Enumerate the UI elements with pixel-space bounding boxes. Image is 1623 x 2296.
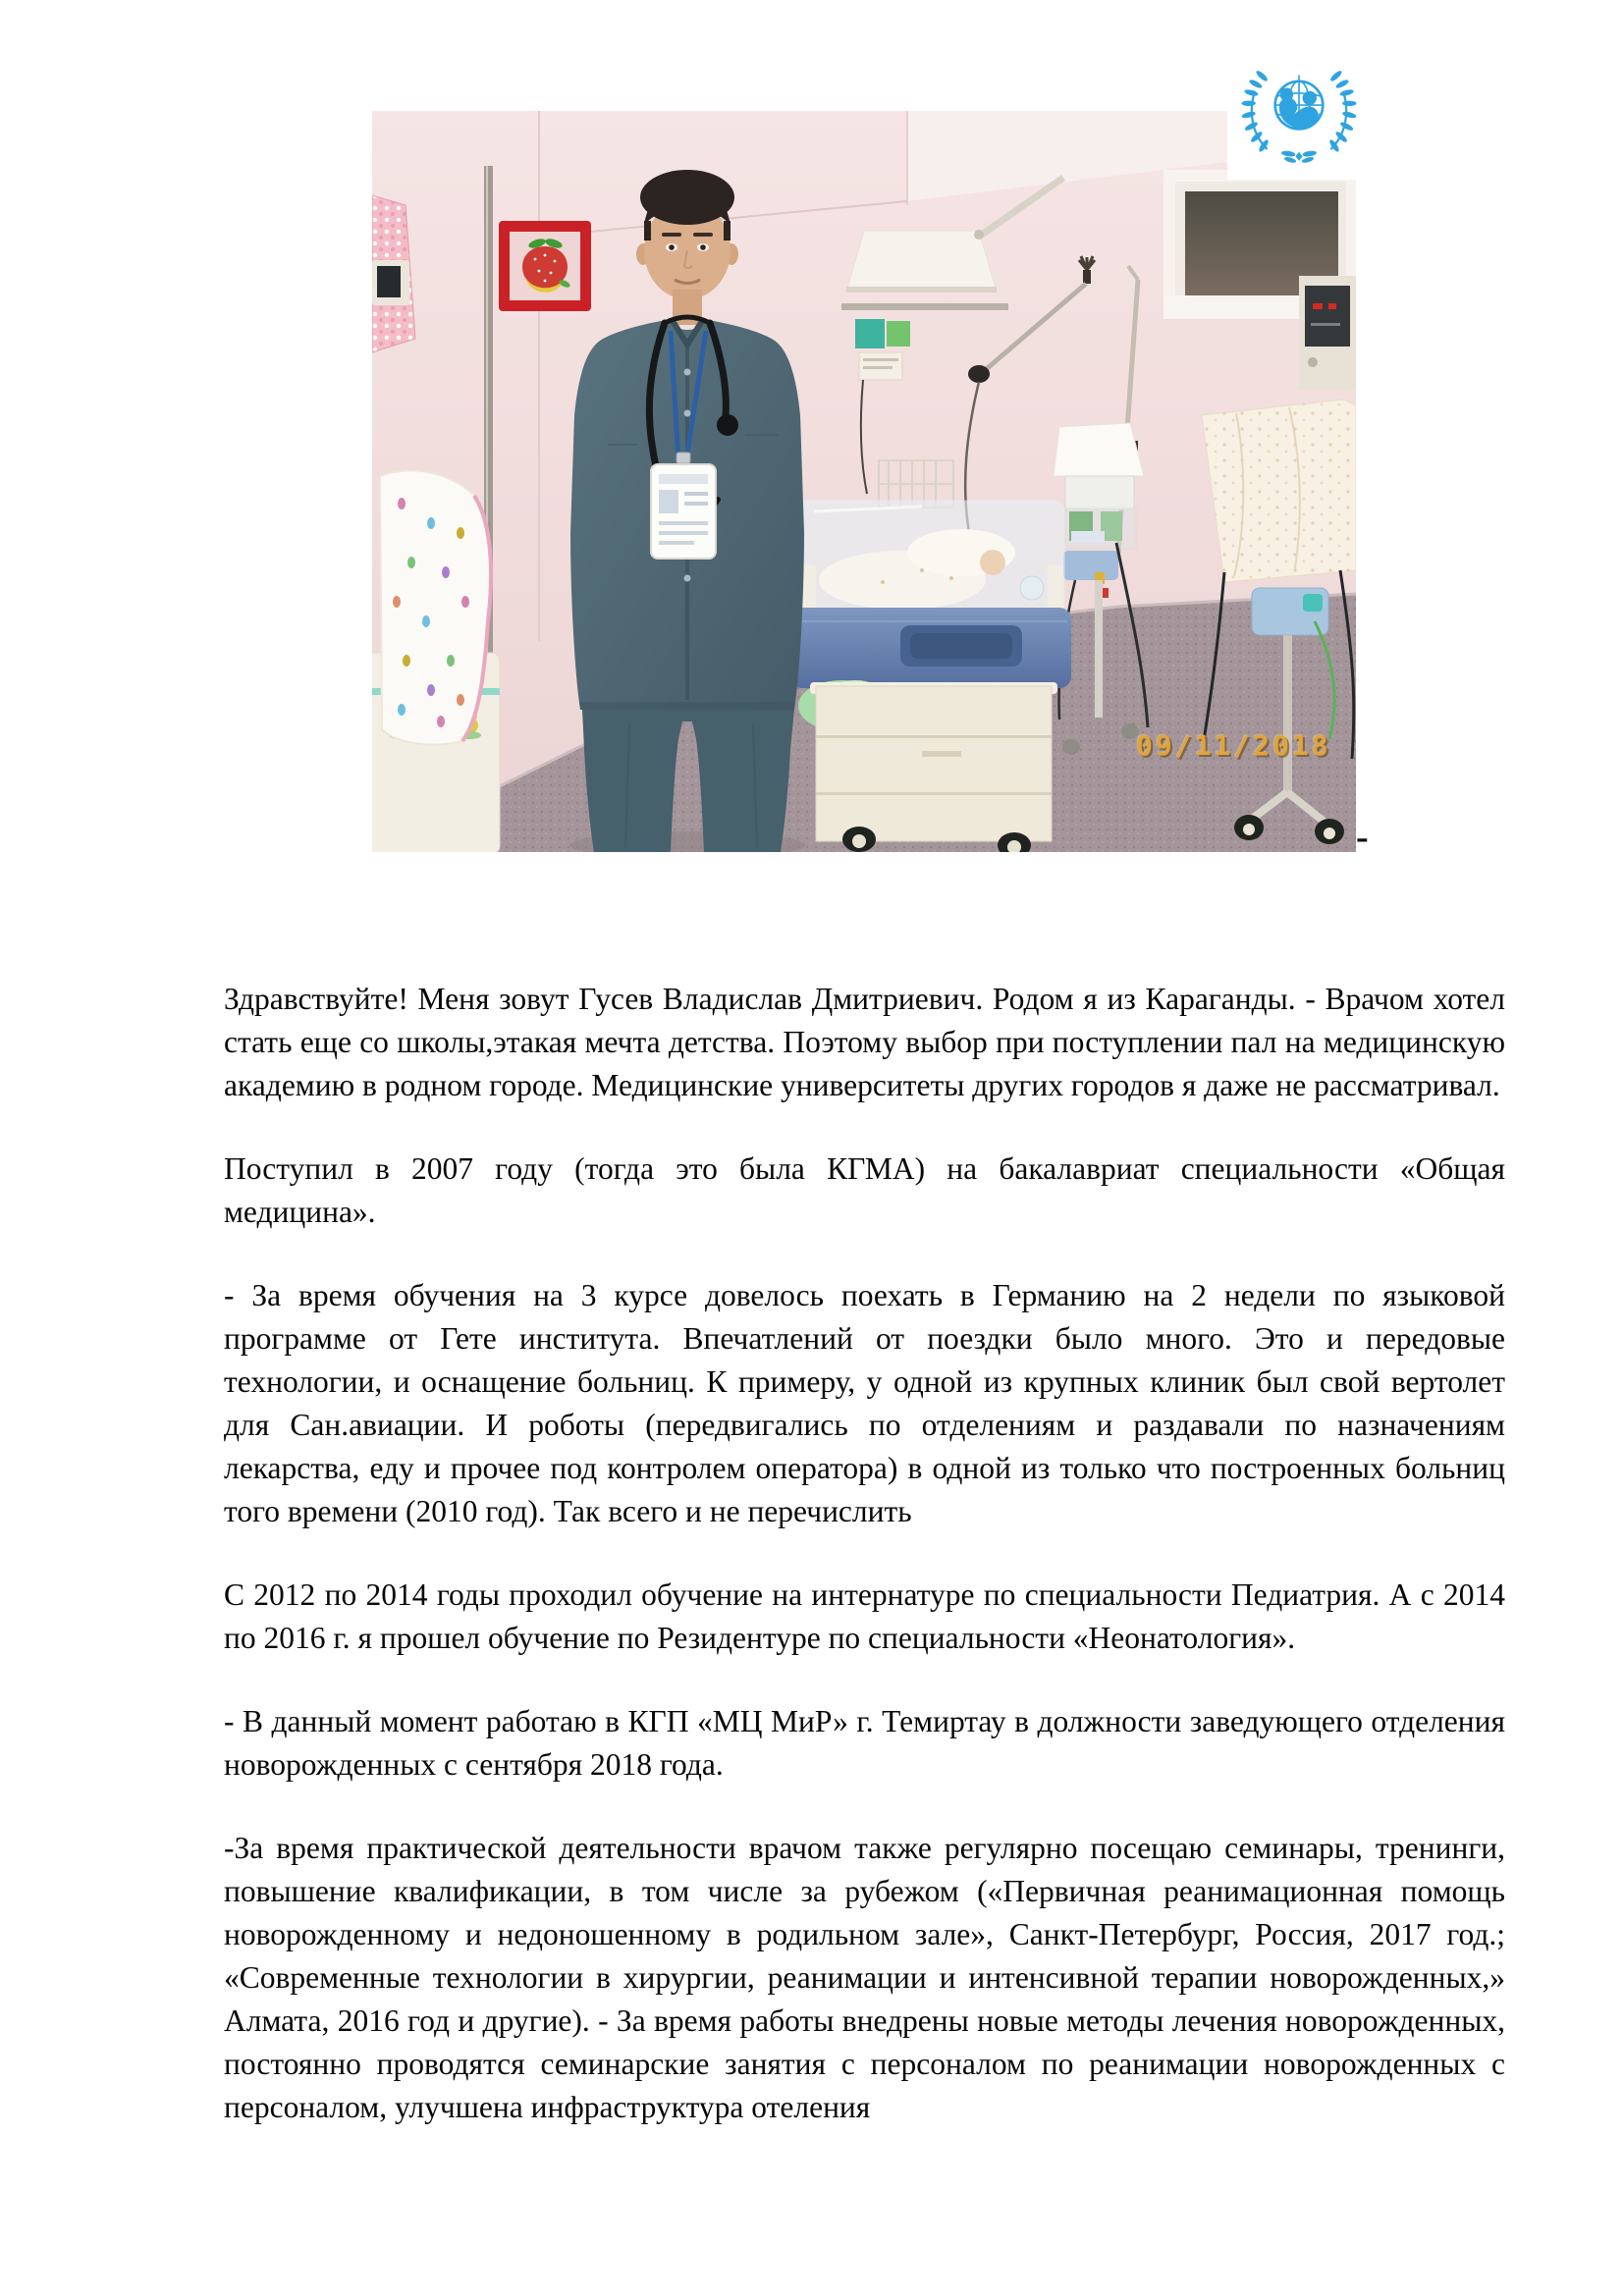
biography-paragraph: Здравствуйте! Меня зовут Гусев Владислав Дмитриевич. Родом я из Караганды. - Врачом хотел стать еще со школы,этакая мечта детства. Поэтому выбор при поступлении пал на медицинскую академию в родном городе. Медицинские университеты других городов я даже не рассматривал. <box>224 982 1505 1102</box>
left-wall-monitor <box>372 260 409 305</box>
biography-text <box>224 978 1505 2169</box>
photo-caption-dash: - <box>1356 817 1369 858</box>
doctor-photo <box>372 111 1356 852</box>
biography-paragraph: Поступил в 2007 году (тогда это была КГМА) на бакалавриат специальности «Общая медицина». <box>224 1151 1505 1229</box>
biography-paragraph: - За время обучения на 3 курсе довелось поехать в Германию на 2 недели по языковой программе от Гете института. Впечатлений от поездки было много. Это и передовые технологии, и оснащение больниц. К примеру, у одной из крупных клиник был свой вертолет для Сан.авиации. И роботы (передвигались по отделениям и раздавали по назначениям лекарства, еду и прочее под контролем оператора) в одной из только что построенных больниц того времени (2010 год). Так всего и не перечислить <box>224 1278 1505 1528</box>
photo-date-stamp: 09/11/2018 <box>1136 729 1331 762</box>
unicef-logo-icon <box>1227 50 1371 180</box>
baby-blanket <box>380 470 491 744</box>
biography-paragraph: С 2012 по 2014 годы проходил обучение на интернатуре по специальности Педиатрия. А с 2014 по 2016 г. я прошел обучение по Резидентуре по специальности «Неонатология». <box>224 1577 1505 1655</box>
infant-incubator <box>790 460 1071 852</box>
wall-picture-strawberry <box>499 221 591 311</box>
biography-paragraph: -За время практической деятельности врачом также регулярно посещаю семинары, тренинги, повышение квалификации, в том числе за рубежом («Первичная реанимационная помощь новорожденному и недоношенному в родильном зале», Санкт-Петербург, Россия, 2017 год.; «Современные технологии в хирургии, реанимации и интенсивной терапии новорожденных,» Алмата, 2016 год и другие). - За время работы внедрены новые методы лечения новорожденных, постоянно проводятся семинарские занятия с персоналом по реанимации новорожденных с персоналом, улучшена инфраструктура отеления <box>224 1831 1505 2124</box>
biography-paragraph: - В данный момент работаю в КГП «МЦ МиР» г. Темиртау в должности заведующего отделения новорожденных с сентября 2018 года. <box>224 1704 1505 1782</box>
